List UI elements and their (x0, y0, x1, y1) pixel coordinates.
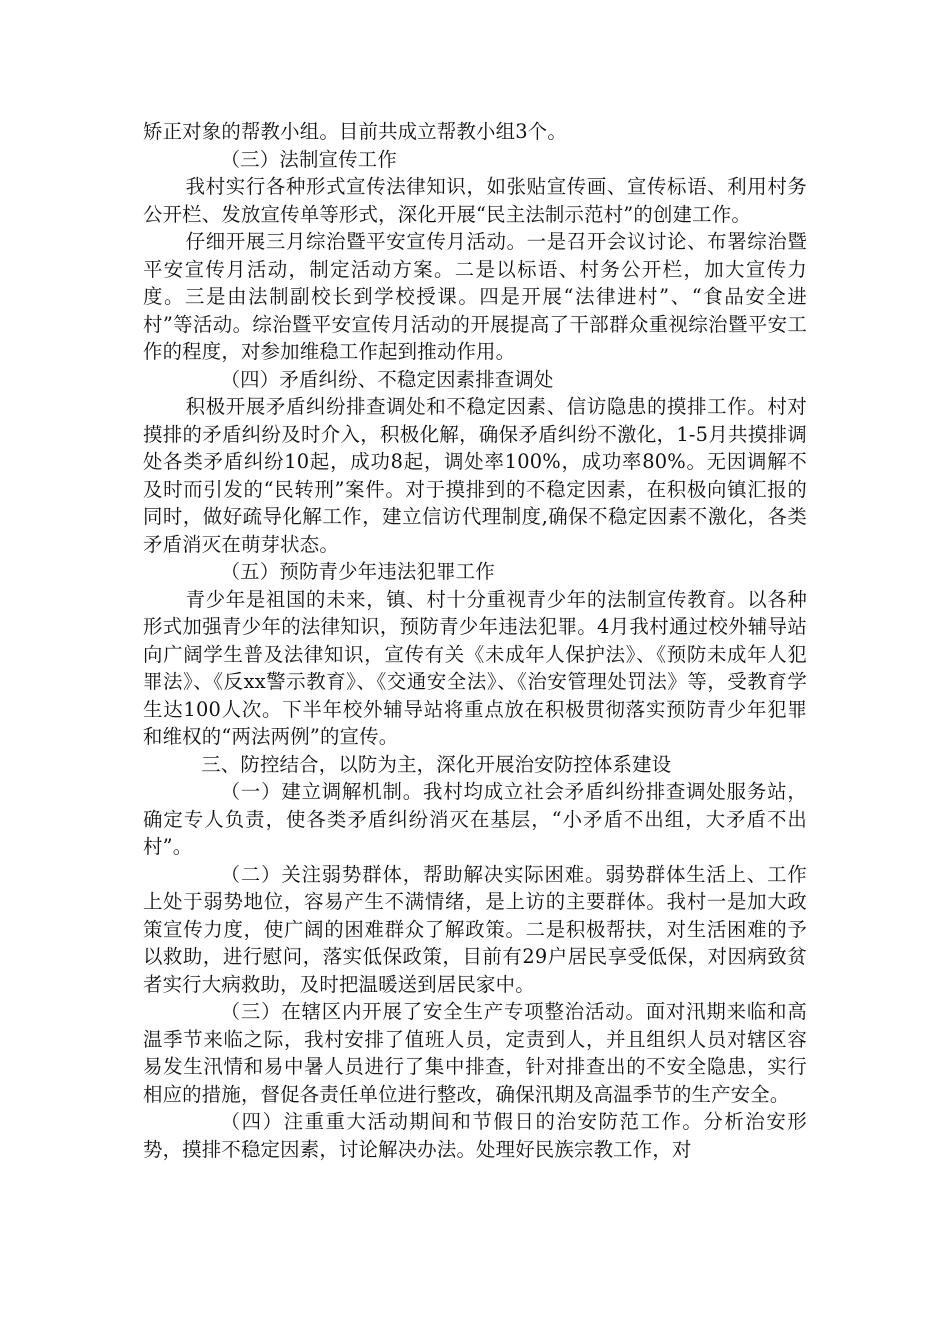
paragraph-safety-campaign: （三）在辖区内开展了安全生产专项整治活动。面对汛期来临和高温季节来临之际，我村安排了值班人员，定责到人，并且组织人员对辖区容易发生汛情和易中暑人员进行了集中排查，针对排查出的不安全隐患，实行相应的措施，督促各责任单位进行整改，确保汛期及高温季节的生产安全。 (143, 1000, 807, 1106)
paragraph-dispute-mediation: 积极开展矛盾纠纷排查调处和不稳定因素、信访隐患的摸排工作。村对摸排的矛盾纠纷及时介入，积极化解，确保矛盾纠纷不激化，1-5月共摸排调处各类矛盾纠纷10起，成功8起，调处率100%，成功率80%。无因调解不及时而引发的“民转刑”案件。对于摸排到的不稳定因素，在积极向镇汇报的同时，做好疏导化解工作，建立信访代理制度,确保不稳定因素不激化，各类矛盾消灭在萌芽状态。 (143, 395, 807, 556)
heading-legal-publicity: （三）法制宣传工作 (220, 147, 397, 171)
section-heading-three: 三、防控结合，以防为主，深化开展治安防控体系建设 (201, 752, 672, 776)
paragraph-vulnerable-groups: （二）关注弱势群体，帮助解决实际困难。弱势群体生活上、工作上处于弱势地位，容易产生不满情绪，是上访的主要群体。我村一是加大政策宣传力度，使广阔的困难群众了解政策。二是积极帮扶，对生活困难的予以救助，进行慰问，落实低保政策，目前有29户居民享受低保，对因病致贫者实行大病救助，及时把温暖送到居民家中。 (143, 862, 807, 996)
paragraph-holiday-security: （四）注重重大活动期间和节假日的治安防范工作。分析治安形势，摸排不稳定因素，讨论解决办法。处理好民族宗教工作，对 (143, 1110, 807, 1161)
paragraph-march-campaign: 仔细开展三月综治暨平安宣传月活动。一是召开会议讨论、布署综治暨平安宣传月活动，制定活动方案。二是以标语、村务公开栏，加大宣传力度。三是由法制副校长到学校授课。四是开展“法律进村”、“食品安全进村”等活动。综治暨平安宣传月活动的开展提高了干部群众重视综治暨平安工作的程度，对参加维稳工作起到推动作用。 (143, 230, 807, 363)
paragraph-youth-crime-prevention: 青少年是祖国的未来，镇、村十分重视青少年的法制宣传教育。以各种形式加强青少年的法律知识，预防青少年违法犯罪。4月我村通过校外辅导站向广阔学生普及法律知识，宣传有关《未成年人保护法》、《预防未成年人犯罪法》、《反xx警示教育》、《交通安全法》、《治安管理处罚法》等，受教育学生达100人次。下半年校外辅导站将重点放在积极贯彻落实预防青少年犯罪和维权的“两法两例”的宣传。 (143, 587, 807, 748)
paragraph-1: 矫正对象的帮教小组。目前共成立帮教小组3个。 (143, 120, 567, 143)
paragraph-mediation-mechanism: （一）建立调解机制。我村均成立社会矛盾纠纷排查调处服务站，确定专人负责，使各类矛盾纠纷消灭在基层，“小矛盾不出组，大矛盾不出村”。 (143, 780, 807, 858)
paragraph-legal-publicity: 我村实行各种形式宣传法律知识，如张贴宣传画、宣传标语、利用村务公开栏、发放宣传单等形式，深化开展“民主法制示范村”的创建工作。 (143, 175, 807, 226)
heading-dispute-mediation: （四）矛盾纠纷、不稳定因素排查调处 (220, 367, 554, 391)
heading-youth-crime-prevention: （五）预防青少年违法犯罪工作 (220, 560, 495, 583)
